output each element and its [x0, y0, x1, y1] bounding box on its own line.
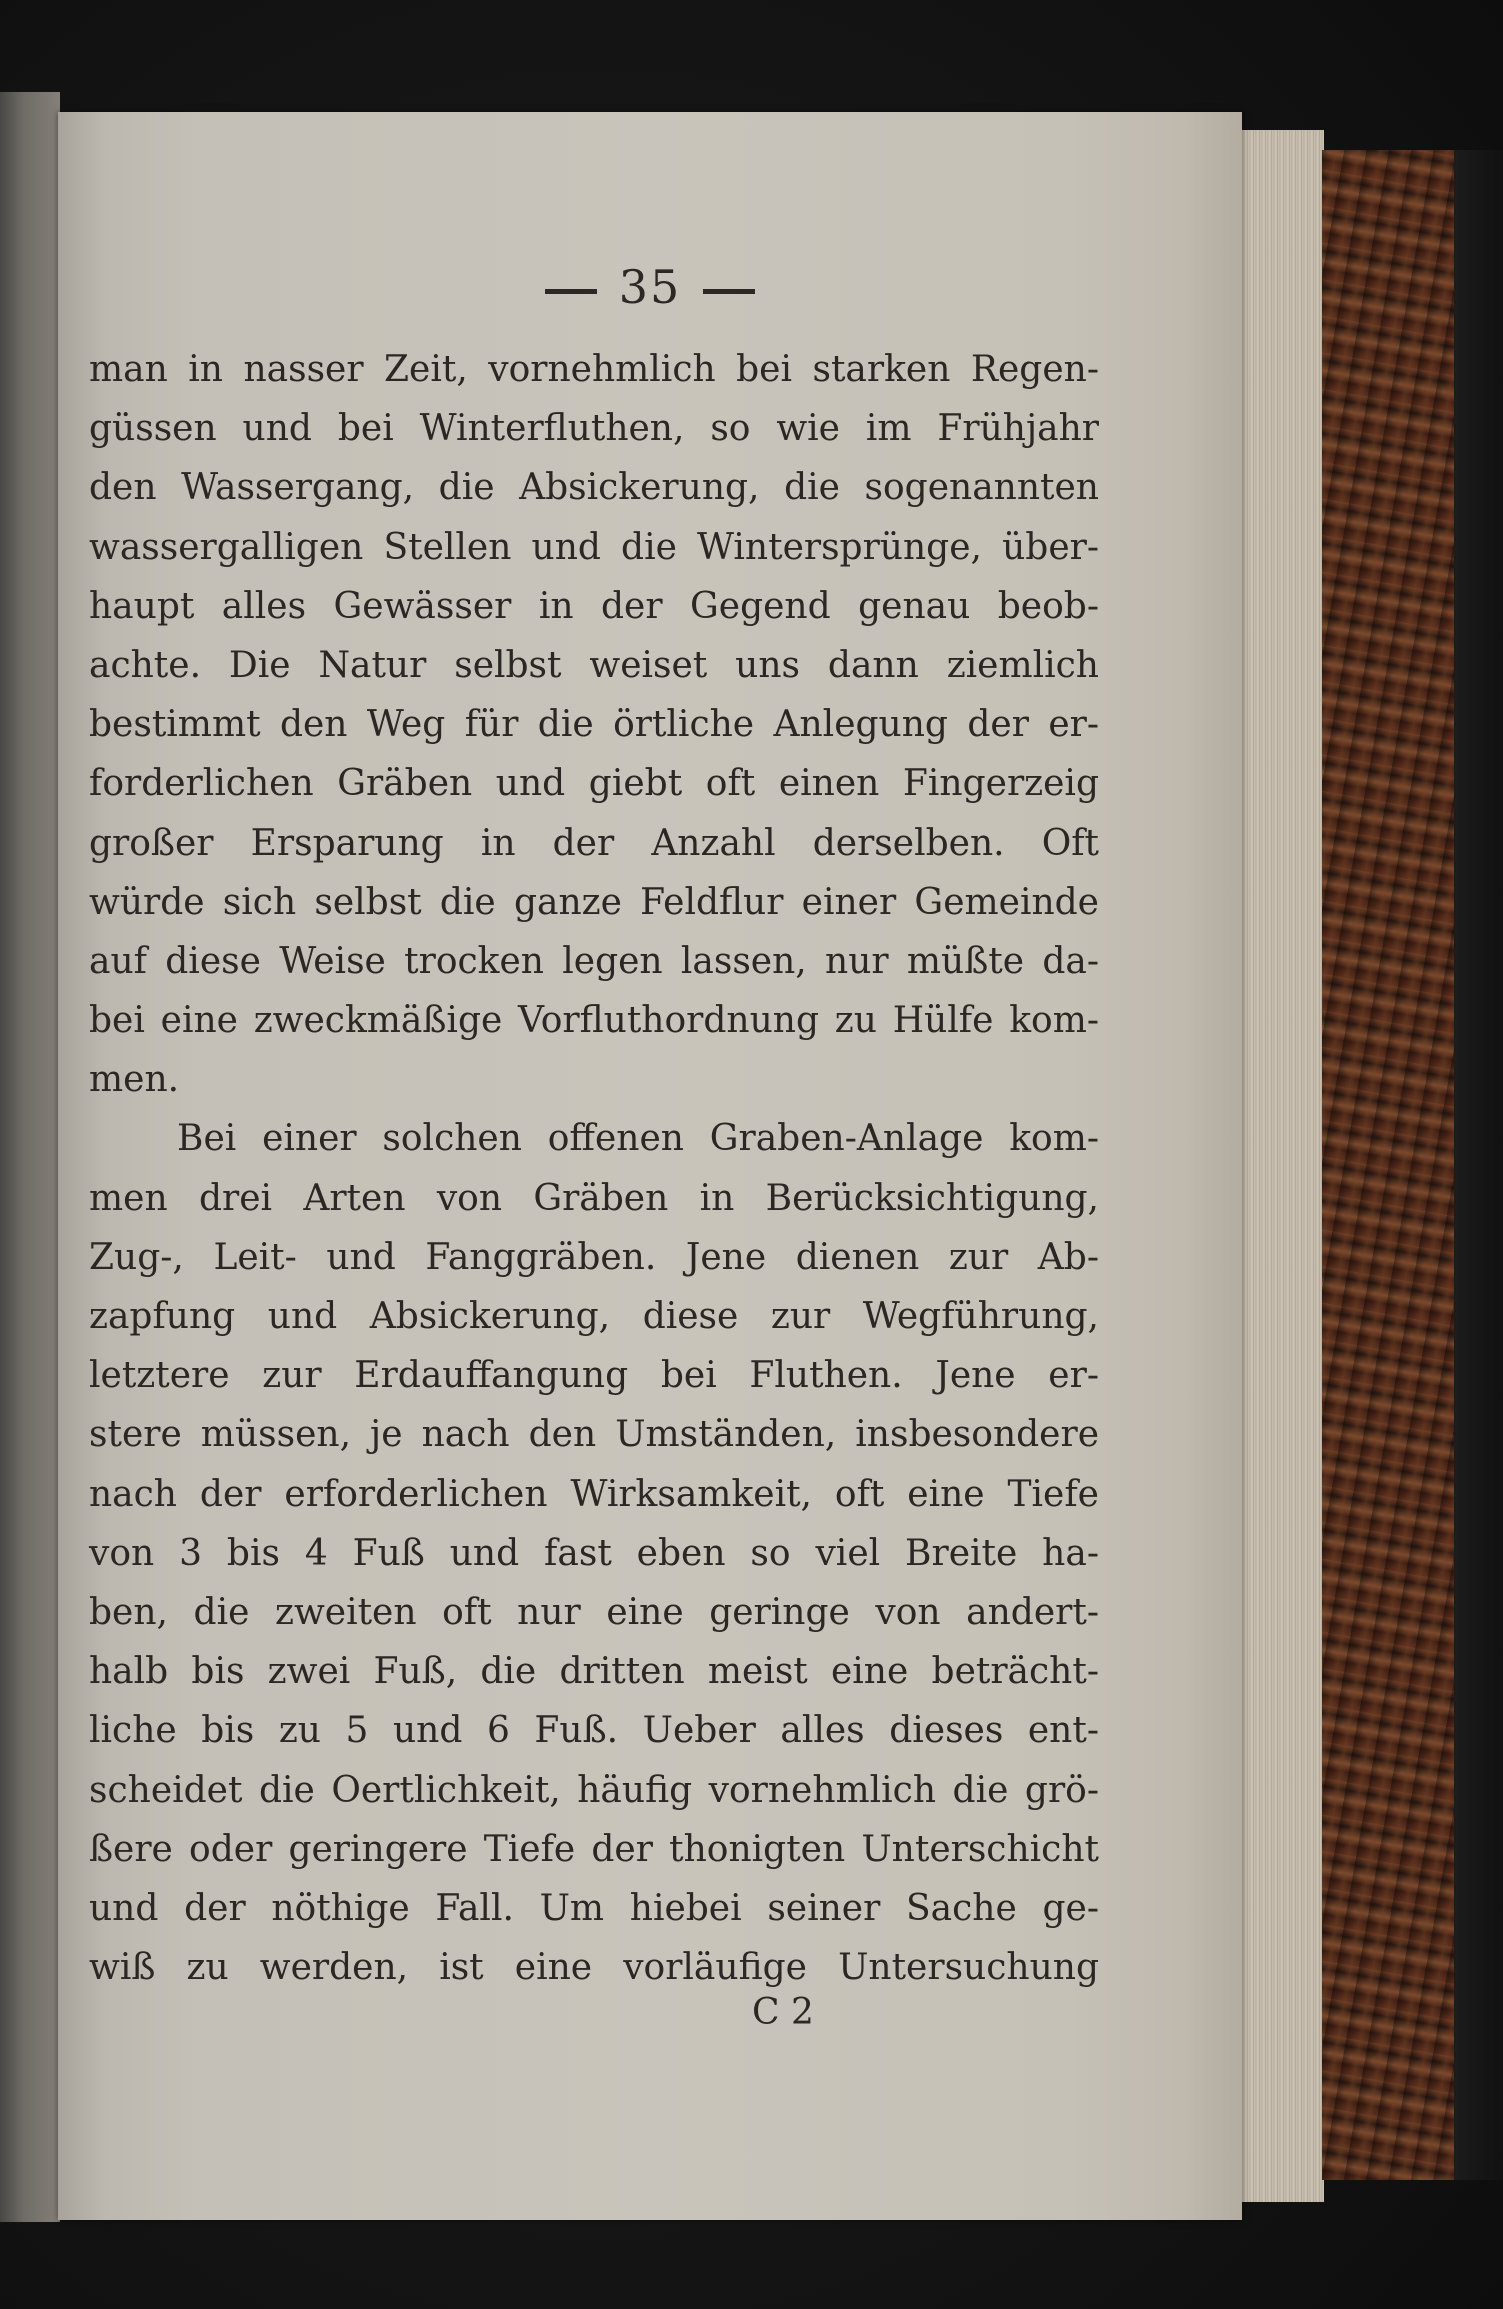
marbled-cover	[1322, 150, 1454, 2180]
text-line: bei eine zweckmäßige Vorfluthordnung zu Hülfe kom-	[89, 1000, 1099, 1042]
text-line: achte. Die Natur selbst weiset uns dann ziemlich	[89, 644, 1099, 686]
text-line: von 3 bis 4 Fuß und fast eben so viel Breite ha-	[89, 1532, 1099, 1574]
text-line: stere müssen, je nach den Umständen, insbesondere	[89, 1414, 1099, 1456]
text-line: auf diese Weise trocken legen lassen, nur müßte da-	[89, 940, 1099, 982]
text-line: den Wassergang, die Absickerung, die sogenannten	[89, 467, 1099, 509]
text-line: men drei Arten von Gräben in Berücksichtigung,	[89, 1177, 1099, 1219]
text-line: zapfung und Absickerung, diese zur Wegführung,	[89, 1296, 1099, 1337]
book-page	[58, 112, 1242, 2220]
text-line: ben, die zweiten oft nur eine geringe von andert-	[89, 1591, 1099, 1633]
text-line: güssen und bei Winterfluthen, so wie im Frühjahr	[89, 408, 1099, 450]
page-number-header	[58, 260, 1242, 314]
text-line: bestimmt den Weg für die örtliche Anlegung der er-	[89, 704, 1099, 746]
cover-shadow	[1454, 150, 1503, 2180]
page-number: 35	[618, 260, 682, 314]
text-line: und der nöthige Fall. Um hiebei seiner Sache ge-	[89, 1887, 1099, 1929]
text-line: man in nasser Zeit, vornehmlich bei starken Regen-	[89, 349, 1099, 390]
left-dash	[545, 289, 597, 294]
text-line: letztere zur Erdauffangung bei Fluthen. Jene er-	[89, 1355, 1099, 1397]
page-stack-edge	[1242, 130, 1324, 2202]
text-line: scheidet die Oertlichkeit, häufig vornehmlich die grö-	[89, 1769, 1099, 1811]
facing-page-edge	[0, 92, 60, 2222]
body-text	[89, 340, 1099, 1997]
text-line: wassergalligen Stellen und die Wintersprünge, über-	[89, 526, 1099, 568]
text-line: ßere oder geringere Tiefe der thonigten Unterschicht	[89, 1828, 1099, 1870]
text-line: Bei einer solchen offenen Graben-Anlage kom-	[177, 1118, 1099, 1160]
text-line: forderlichen Gräben und giebt oft einen Fingerzeig	[89, 763, 1099, 805]
text-line: halb bis zwei Fuß, die dritten meist eine beträcht-	[89, 1651, 1099, 1693]
signature-text: C 2	[752, 1992, 814, 2033]
text-line: großer Ersparung in der Anzahl derselben. Oft	[89, 822, 1099, 864]
text-line: liche bis zu 5 und 6 Fuß. Ueber alles dieses ent-	[89, 1710, 1099, 1752]
text-line: würde sich selbst die ganze Feldflur einer Gemeinde	[89, 881, 1099, 923]
text-line: wiß zu werden, ist eine vorläufige Untersuchung	[89, 1947, 1099, 1989]
text-line: Zug-, Leit- und Fanggräben. Jene dienen zur Ab-	[89, 1236, 1099, 1278]
text-line: nach der erforderlichen Wirksamkeit, oft eine Tiefe	[89, 1473, 1099, 1515]
text-line: men.	[89, 1059, 180, 1101]
text-line: haupt alles Gewässer in der Gegend genau beob-	[89, 585, 1099, 627]
right-dash	[703, 289, 755, 294]
